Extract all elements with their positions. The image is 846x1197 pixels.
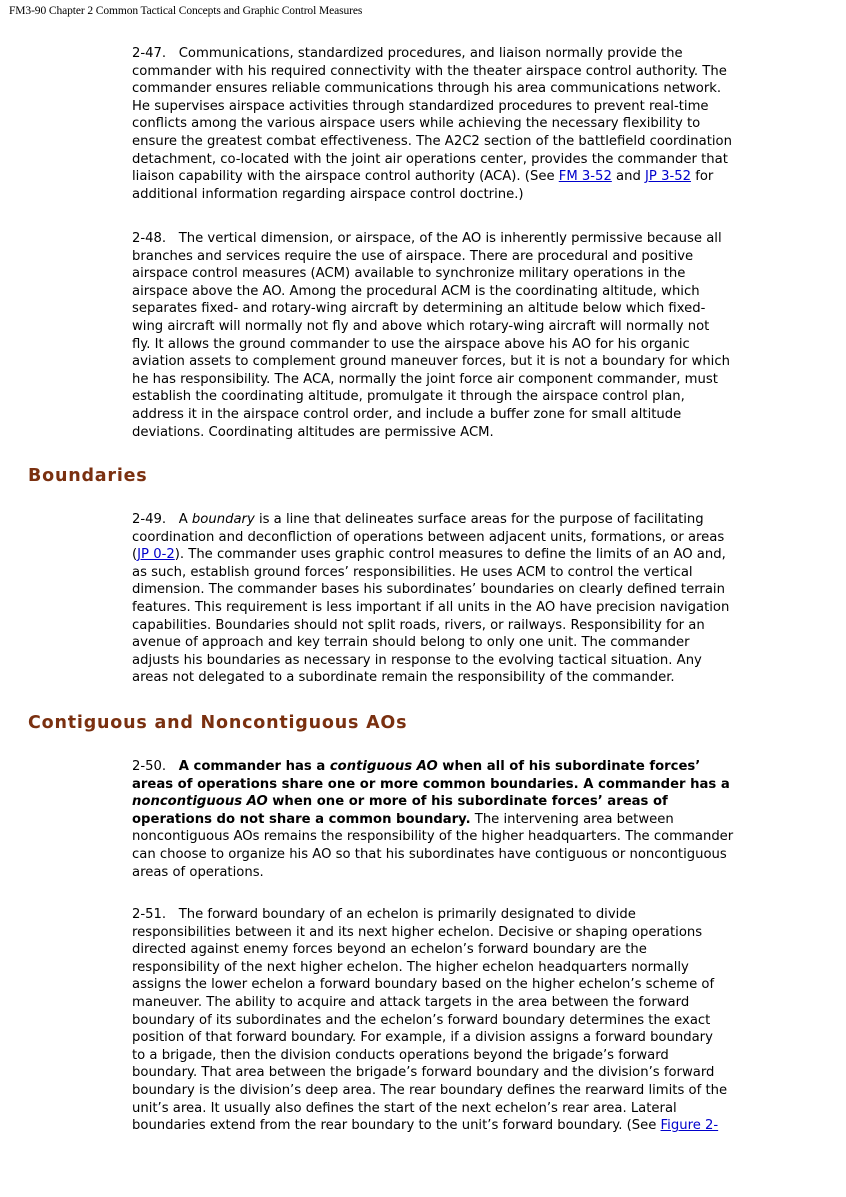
text-line: features. This requirement is less important if all units in the AO have precision navigation	[132, 599, 730, 615]
text-line: airspace above the AO. Among the procedural ACM is the coordinating altitude, which	[132, 283, 700, 299]
paragraph-2-48	[132, 230, 812, 441]
text-line	[132, 1117, 812, 1135]
text-span: is a line that delineates surface areas for the purpose of facilitating	[254, 512, 704, 527]
text-line: wing aircraft will normally not fly and above which rotary-wing aircraft will normally not	[132, 318, 710, 334]
text-line: dimension. The commander bases his subordinates’ boundaries on clearly defined terrain	[132, 582, 725, 598]
text-line: he has responsibility. The ACA, normally the joint force air component commander, must	[132, 371, 718, 387]
figure-2-link[interactable]: Figure 2-	[660, 1118, 719, 1134]
text-line: coordination and deconfliction of operations between adjacent units, formations, or areas	[132, 529, 725, 545]
text-span: areas of operations share one or more common boundaries. A commander has a	[132, 776, 730, 792]
text-line	[132, 45, 812, 63]
text-line	[132, 811, 812, 829]
text-span: A commander has a	[178, 759, 330, 774]
text-line: noncontiguous AOs remains the responsibility of the higher headquarters. The commander	[132, 829, 734, 845]
text-line	[132, 546, 812, 564]
text-span: Communications, standardized procedures, and liaison normally provide the	[178, 46, 683, 61]
text-span: for	[691, 169, 714, 185]
defined-term: noncontiguous AO	[132, 794, 268, 810]
text-line: responsibilities between it and its next higher echelon. Decisive or shaping operations	[132, 924, 703, 940]
text-line	[132, 906, 812, 924]
text-span: liaison capability with the airspace control authority (ACA). (See	[132, 169, 559, 185]
text-line: responsibility of the next higher echelon. The higher echelon headquarters normally	[132, 959, 689, 975]
paragraph-2-50	[132, 758, 812, 881]
text-line: maneuver. The ability to acquire and attack targets in the area between the forward	[132, 994, 690, 1010]
text-line	[132, 776, 812, 794]
text-span: The vertical dimension, or airspace, of the AO is inherently permissive because all	[178, 231, 722, 246]
text-span: boundaries extend from the rear boundary to the unit’s forward boundary. (See	[132, 1118, 661, 1134]
text-line: ensure the greatest combat effectiveness. The A2C2 section of the battlefield coordination	[132, 133, 732, 149]
fm-3-52-link[interactable]: FM 3-52	[558, 169, 612, 185]
text-line: boundary is the division’s deep area. The rear boundary defines the rearward limits of the	[132, 1082, 728, 1098]
paragraph-2-49	[132, 511, 812, 687]
defined-term: contiguous AO	[329, 759, 438, 774]
text-line: conflicts among the various airspace users while achieving the necessary flexibility to	[132, 116, 701, 132]
text-line: position of that forward boundary. For example, if a division assigns a forward boundary	[132, 1030, 713, 1046]
text-line: avenue of approach and key terrain should belong to only one unit. The commander	[132, 635, 690, 651]
paragraph-2-47	[132, 45, 812, 203]
text-line: unit’s area. It usually also defines the start of the next echelon’s rear area. Lateral	[132, 1100, 677, 1116]
text-span: A	[178, 512, 192, 527]
text-line: address it in the airspace control order, and include a buffer zone for small altitude	[132, 406, 682, 422]
text-span: when one or more of his subordinate forces’ areas of	[267, 794, 668, 810]
text-span: when all of his subordinate forces’	[437, 759, 701, 774]
text-span: ). The commander uses graphic control measures to define the limits of an AO and,	[174, 547, 726, 563]
paragraph-number: 2-47.	[132, 46, 167, 61]
text-line: separates fixed- and rotary-wing aircraft by determining an altitude below which fixed-	[132, 301, 706, 317]
running-header: FM3-90 Chapter 2 Common Tactical Concepts and Graphic Control Measures	[9, 5, 363, 17]
text-line: deviations. Coordinating altitudes are permissive ACM.	[132, 424, 494, 440]
text-line: He supervises airspace activities through standardized procedures to prevent real-time	[132, 98, 709, 114]
text-line	[132, 511, 812, 529]
text-line: commander ensures reliable communications through his area communications network.	[132, 81, 722, 97]
text-line: areas of operations.	[132, 864, 264, 880]
text-line: directed against enemy forces beyond an echelon’s forward boundary are the	[132, 942, 647, 958]
paragraph-number: 2-49.	[132, 512, 167, 527]
text-line: establish the coordinating altitude, promulgate it through the airspace control plan,	[132, 389, 685, 405]
section-heading-contiguous: Contiguous and Noncontiguous AOs	[28, 713, 408, 733]
paragraph-2-51	[132, 906, 812, 1135]
text-line: detachment, co-located with the joint air operations center, provides the commander that	[132, 151, 728, 167]
jp-3-52-link[interactable]: JP 3-52	[645, 169, 692, 185]
section-heading-boundaries: Boundaries	[28, 466, 148, 486]
text-line: aviation assets to complement ground maneuver forces, but it is not a boundary for which	[132, 354, 730, 370]
paragraph-number: 2-50.	[132, 759, 167, 774]
text-line: branches and services require the use of airspace. There are procedural and positive	[132, 248, 694, 264]
text-line: boundary of its subordinates and the echelon’s forward boundary determines the exact	[132, 1012, 711, 1028]
paragraph-number: 2-48.	[132, 231, 167, 246]
text-line	[132, 230, 812, 248]
text-line: commander with his required connectivity with the theater airspace control authority. The	[132, 63, 727, 79]
text-line: fly. It allows the ground commander to use the airspace above his AO for his organic	[132, 336, 690, 352]
text-line: can choose to organize his AO so that his subordinates have contiguous or noncontiguous	[132, 846, 727, 862]
defined-term: boundary	[191, 512, 255, 527]
text-span: and	[611, 169, 646, 185]
text-line	[132, 758, 812, 776]
text-line	[132, 168, 812, 186]
text-line: as such, establish ground forces’ responsibilities. He uses ACM to control the vertical	[132, 564, 693, 580]
text-line	[132, 793, 812, 811]
text-line: boundary. That area between the brigade’s forward boundary and the division’s forward	[132, 1065, 715, 1081]
text-span: The forward boundary of an echelon is primarily designated to divide	[178, 907, 636, 922]
jp-0-2-link[interactable]: JP 0-2	[137, 547, 175, 563]
text-span: The intervening area between	[470, 811, 674, 827]
text-line: assigns the lower echelon a forward boundary based on the higher echelon’s scheme of	[132, 977, 715, 993]
text-line: areas not delegated to a subordinate remain the responsibility of the commander.	[132, 670, 675, 686]
paragraph-number: 2-51.	[132, 907, 167, 922]
text-span: (	[132, 547, 138, 563]
text-line: additional information regarding airspace control doctrine.)	[132, 186, 524, 202]
text-line: to a brigade, then the division conducts operations beyond the brigade’s forward	[132, 1047, 669, 1063]
text-span: operations do not share a common boundary.	[132, 811, 471, 827]
text-line: airspace control measures (ACM) available to synchronize military operations in the	[132, 266, 686, 282]
text-line: adjusts his boundaries as necessary in response to the evolving tactical situation. Any	[132, 652, 702, 668]
text-line: capabilities. Boundaries should not split roads, rivers, or railways. Responsibility for an	[132, 617, 705, 633]
